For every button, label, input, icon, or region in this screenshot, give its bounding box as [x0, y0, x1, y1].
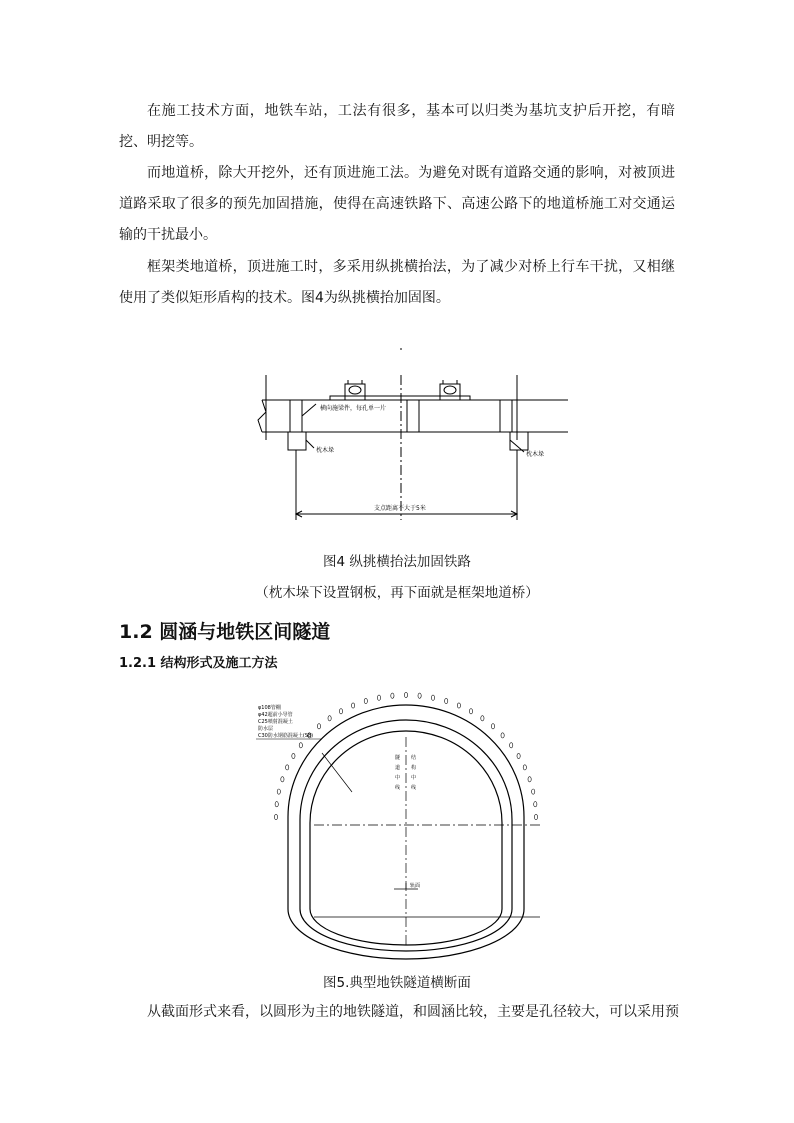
bottom-paragraph: 从截面形式来看，以圆形为主的地铁隧道，和圆涵比较，主要是孔径较大，可以采用预: [147, 1004, 679, 1020]
pipe-roof-dot: [275, 802, 278, 807]
pipe-roof-dot: [292, 753, 295, 758]
pipe-roof-dot: [517, 753, 520, 758]
figure-5-drawing: [254, 697, 554, 962]
legend-small-pipe: φ42超前小导管: [258, 712, 293, 718]
pipe-roof-dot: [377, 695, 380, 700]
pipe-roof-dot: [457, 703, 460, 708]
legend-lining: C30防水钢筋混凝土(S8): [258, 733, 314, 739]
pipe-roof-dot: [431, 695, 434, 700]
figure-5-caption: 图5.典型地铁隧道横断面: [323, 975, 471, 991]
pipe-roof-dot: [510, 743, 513, 748]
tunnel-centerline-label-4: 线: [395, 785, 401, 791]
pipe-roof-dot: [274, 814, 277, 819]
pipe-roof-dot: [445, 698, 448, 703]
rail-level-label: 轨面: [410, 883, 421, 889]
legend-shotcrete: C25喷射混凝土: [258, 719, 293, 725]
pipe-roof-dot: [281, 777, 284, 782]
pipe-roof-dot: [532, 789, 535, 794]
pipe-roof-dot: [528, 777, 531, 782]
tunnel-centerline-label-3: 中: [395, 775, 401, 781]
legend-pipe-roof: φ108管棚: [258, 705, 281, 711]
subsection-heading: 1.2.1 结构形式及施工方法: [119, 656, 278, 671]
pipe-roof-dot: [469, 709, 472, 714]
pipe-roof-dot: [418, 693, 421, 698]
structure-centerline-label-4: 线: [411, 785, 417, 791]
paragraph-3: 框架类地道桥，顶进施工时，多采用纵挑横抬法，为了减少对桥上行车干扰，又相继使用了类似矩形盾构的技术。图4为纵挑横抬加固图。: [119, 259, 675, 306]
pipe-roof-dot: [391, 693, 394, 698]
right-pier-label: 枕木垛: [526, 451, 545, 458]
pipe-roof-dot: [501, 733, 504, 738]
pipe-roof-dot: [534, 814, 537, 819]
pipe-roof-dot: [286, 765, 289, 770]
pipe-roof-dot: [277, 789, 280, 794]
pipe-roof-dot: [317, 724, 320, 729]
structure-centerline-label-2: 构: [411, 765, 417, 771]
pipe-roof-dot: [364, 698, 367, 703]
dimension-label: 支点距离不大于5米: [374, 505, 426, 512]
structure-centerline-label-1: 结: [411, 755, 417, 761]
paragraph-2: 而地道桥，除大开挖外，还有顶进施工法。为避免对既有道路交通的影响，对被顶进道路采取了很多的预先加固措施，使得在高速铁路下、高速公路下的地道桥施工对交通运输的干扰最小。: [119, 165, 675, 243]
pipe-roof-dot: [352, 703, 355, 708]
tunnel-centerline-label-1: 隧: [395, 755, 401, 761]
section-heading: 1.2 圆涵与地铁区间隧道: [119, 621, 331, 643]
legend-waterproof: 防水层: [258, 726, 274, 732]
figure-4-drawing: [250, 340, 570, 525]
pipe-roof-dot: [491, 724, 494, 729]
pipe-roof-dot: [339, 709, 342, 714]
pipe-roof-dot: [299, 743, 302, 748]
structure-centerline-label-3: 中: [411, 775, 417, 781]
figure-4-subcaption: （枕木垛下设置钢板，再下面就是框架地道桥）: [255, 585, 539, 601]
beam-label: 横向施梁件，每孔单一片: [320, 405, 387, 412]
figure-4-caption: 图4 纵挑横抬法加固铁路: [323, 554, 471, 570]
pipe-roof-dot: [534, 802, 537, 807]
paragraph-1: 在施工技术方面，地铁车站，工法有很多，基本可以归类为基坑支护后开挖，有暗挖、明挖等。: [119, 103, 675, 150]
pipe-roof-dot: [328, 716, 331, 721]
left-pier-label: 枕木垛: [316, 447, 335, 454]
pipe-roof-dot: [404, 692, 407, 697]
pipe-roof-dot: [481, 716, 484, 721]
tunnel-centerline-label-2: 道: [395, 765, 401, 771]
pipe-roof-dot: [523, 765, 526, 770]
